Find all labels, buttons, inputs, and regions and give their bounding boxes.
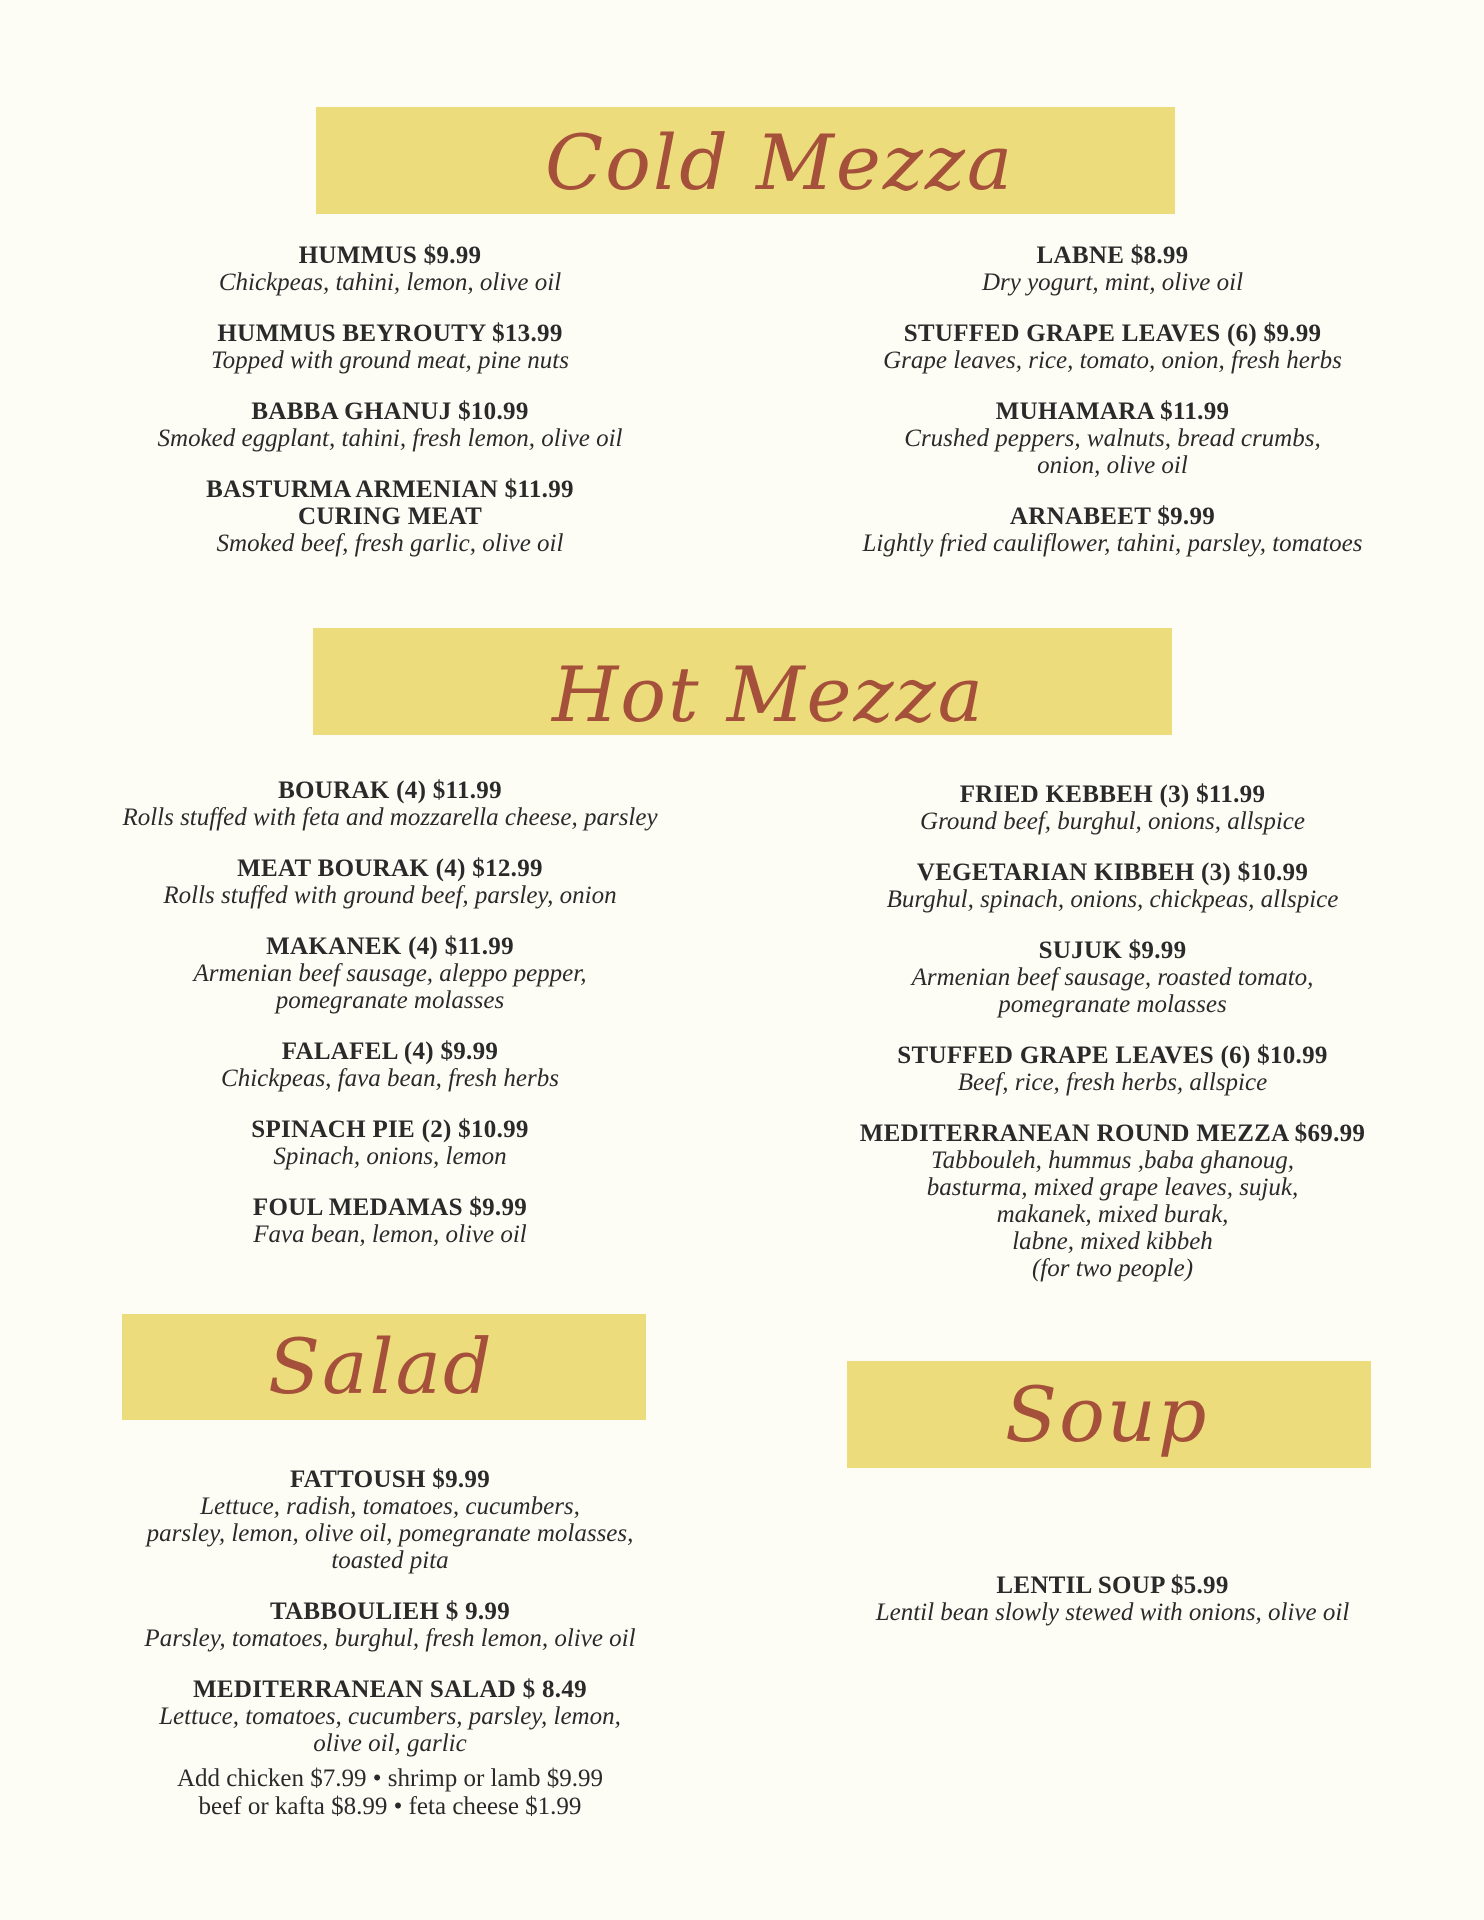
- item-desc: Lettuce, tomatoes, cucumbers, parsley, lemon, olive oil, garlic: [159, 1703, 621, 1757]
- hot-mezza-title: Hot Mezza: [552, 650, 985, 739]
- soup-title: Soup: [1005, 1370, 1209, 1459]
- menu-item: [800, 1572, 1425, 1626]
- item-desc: Crushed peppers, walnuts, bread crumbs, onion, olive oil: [904, 425, 1321, 479]
- item-desc: Smoked eggplant, tahini, fresh lemon, olive oil: [157, 425, 623, 452]
- item-name: SUJUK $9.99: [1038, 937, 1187, 964]
- salad-column: [80, 1466, 700, 1821]
- menu-item: [80, 1466, 700, 1574]
- item-desc: Grape leaves, rice, tomato, onion, fresh herbs: [883, 347, 1342, 374]
- item-name: STUFFED GRAPE LEAVES (6) $10.99: [897, 1042, 1328, 1069]
- item-name: FATTOUSH $9.99: [289, 1466, 491, 1493]
- menu-item: [80, 933, 700, 1014]
- menu-item: [80, 398, 700, 452]
- item-desc: Rolls stuffed with feta and mozzarella cheese, parsley: [122, 804, 658, 831]
- menu-item: [80, 1194, 700, 1248]
- menu-item: [80, 1676, 700, 1757]
- item-name: VEGETARIAN KIBBEH (3) $10.99: [916, 859, 1309, 886]
- item-name: SPINACH PIE (2) $10.99: [251, 1116, 529, 1143]
- item-desc: Burghul, spinach, onions, chickpeas, allspice: [886, 886, 1339, 913]
- item-desc: Armenian beef sausage, roasted tomato, pomegranate molasses: [911, 964, 1314, 1018]
- item-name: ARNABEET $9.99: [1009, 503, 1216, 530]
- cold-mezza-left-column: [80, 242, 700, 581]
- menu-item: [80, 1038, 700, 1092]
- item-desc: Topped with ground meat, pine nuts: [211, 347, 569, 374]
- salad-addon-line: Add chicken $7.99 • shrimp or lamb $9.99: [176, 1765, 604, 1792]
- item-name: BABBA GHANUJ $10.99: [251, 398, 529, 425]
- menu-item: [80, 242, 700, 296]
- item-name: FALAFEL (4) $9.99: [281, 1038, 499, 1065]
- item-name: STUFFED GRAPE LEAVES (6) $9.99: [903, 320, 1322, 347]
- item-desc: Armenian beef sausage, aleppo pepper, pomegranate molasses: [193, 960, 587, 1014]
- soup-column: [800, 1572, 1425, 1650]
- item-name: LABNE $8.99: [1036, 242, 1189, 269]
- item-desc: Smoked beef, fresh garlic, olive oil: [216, 530, 564, 557]
- item-desc: Lentil bean slowly stewed with onions, olive oil: [875, 1599, 1350, 1626]
- menu-item: [80, 1116, 700, 1170]
- menu-item: [80, 855, 700, 909]
- item-desc: Spinach, onions, lemon: [273, 1143, 507, 1170]
- menu-item: [800, 1120, 1425, 1282]
- item-desc: Chickpeas, fava bean, fresh herbs: [221, 1065, 559, 1092]
- item-name: MAKANEK (4) $11.99: [266, 933, 514, 960]
- menu-item: [800, 937, 1425, 1018]
- cold-mezza-title: Cold Mezza: [545, 118, 1015, 207]
- item-name: TABBOULIEH $ 9.99: [269, 1598, 511, 1625]
- menu-item: [800, 859, 1425, 913]
- item-desc: Ground beef, burghul, onions, allspice: [920, 808, 1305, 835]
- item-name: BOURAK (4) $11.99: [278, 777, 502, 804]
- hot-mezza-left-column: [80, 777, 700, 1272]
- menu-item: [80, 1598, 700, 1652]
- menu-item: [800, 503, 1425, 557]
- item-desc: Lettuce, radish, tomatoes, cucumbers, parsley, lemon, olive oil, pomegranate molasses, toasted pita: [146, 1493, 634, 1574]
- menu-item: [80, 476, 700, 557]
- hot-mezza-right-column: [800, 781, 1425, 1306]
- menu-item: [800, 320, 1425, 374]
- item-desc: Rolls stuffed with ground beef, parsley, onion: [163, 882, 617, 909]
- item-name: HUMMUS $9.99: [298, 242, 482, 269]
- cold-mezza-right-column: [800, 242, 1425, 581]
- item-desc: Beef, rice, fresh herbs, allspice: [957, 1069, 1268, 1096]
- item-name: MEDITERRANEAN SALAD $ 8.49: [193, 1676, 587, 1703]
- menu-item: [800, 398, 1425, 479]
- item-name: MEAT BOURAK (4) $12.99: [237, 855, 543, 882]
- menu-item: [80, 777, 700, 831]
- item-desc: Dry yogurt, mint, olive oil: [981, 269, 1244, 296]
- menu-item: [80, 320, 700, 374]
- item-desc: Parsley, tomatoes, burghul, fresh lemon, olive oil: [144, 1625, 636, 1652]
- item-name: MUHAMARA $11.99: [995, 398, 1230, 425]
- menu-item: [800, 1042, 1425, 1096]
- salad-title: Salad: [268, 1322, 494, 1411]
- item-desc: Chickpeas, tahini, lemon, olive oil: [218, 269, 562, 296]
- menu-item: [800, 781, 1425, 835]
- item-desc: Fava bean, lemon, olive oil: [253, 1221, 527, 1248]
- menu-item: [800, 242, 1425, 296]
- item-name: MEDITERRANEAN ROUND MEZZA $69.99: [859, 1120, 1366, 1147]
- item-name: FOUL MEDAMAS $9.99: [252, 1194, 528, 1221]
- item-desc: Lightly fried cauliflower, tahini, parsley, tomatoes: [862, 530, 1363, 557]
- item-desc: Tabbouleh, hummus ,baba ghanoug, basturma, mixed grape leaves, sujuk, makanek, mixed burak, labne, mixed kibbeh (for two people): [926, 1147, 1299, 1282]
- item-name: HUMMUS BEYROUTY $13.99: [217, 320, 563, 347]
- item-name: LENTIL SOUP $5.99: [996, 1572, 1229, 1599]
- item-name-line2: CURING MEAT: [297, 503, 483, 530]
- item-name: FRIED KEBBEH (3) $11.99: [959, 781, 1266, 808]
- salad-addon-line: beef or kafta $8.99 • feta cheese $1.99: [198, 1793, 582, 1820]
- item-name: BASTURMA ARMENIAN $11.99: [206, 476, 574, 503]
